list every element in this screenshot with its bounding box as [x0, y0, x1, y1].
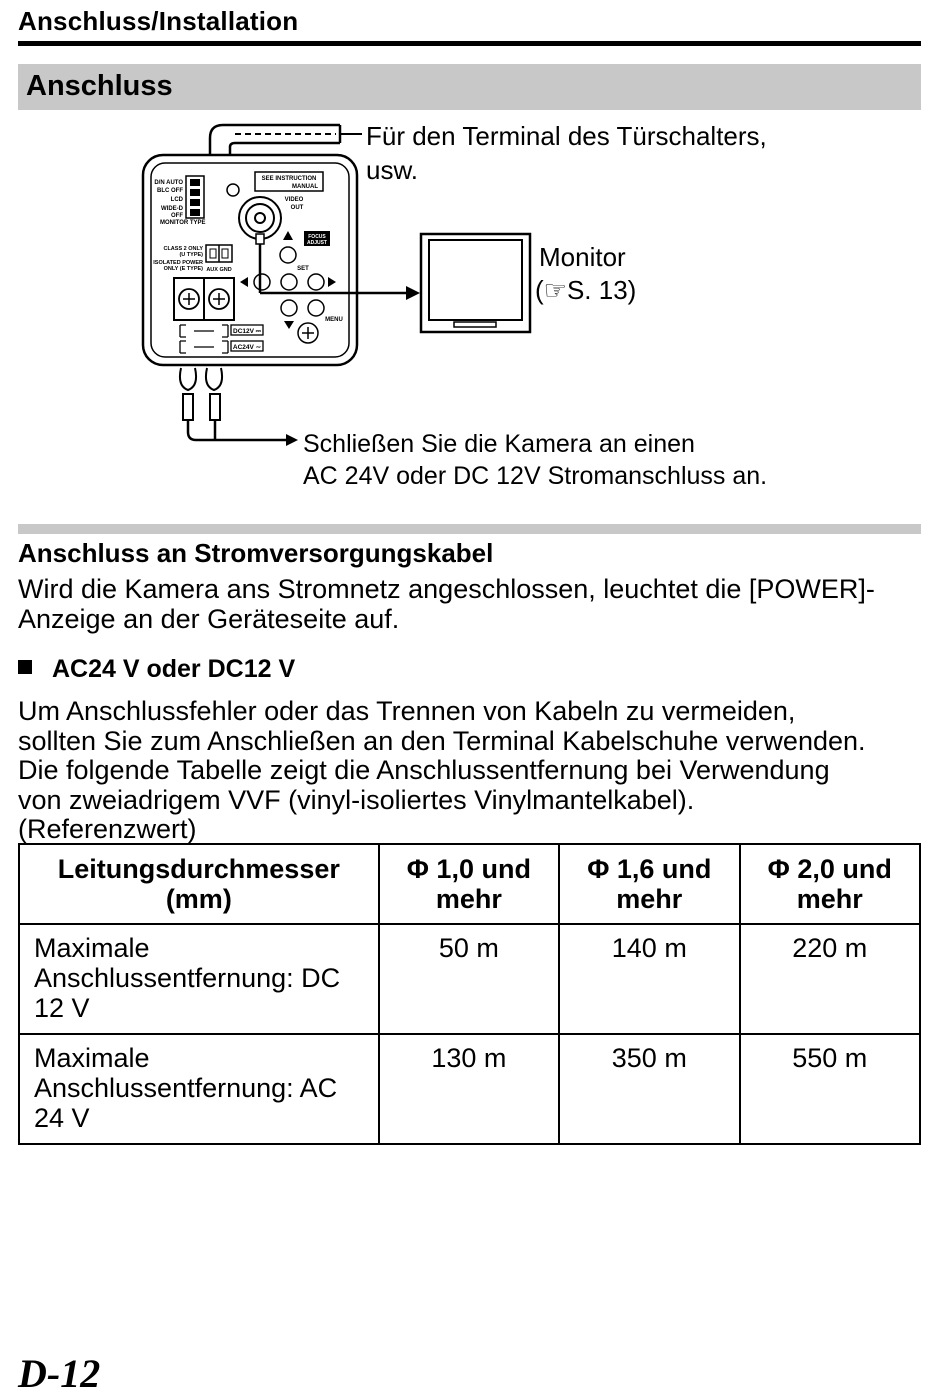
- power-terminal-block: [174, 278, 234, 320]
- ac-section-heading: [18, 655, 295, 684]
- class2-label-2: (U TYPE): [179, 252, 203, 258]
- distance-table: [18, 843, 921, 1145]
- switch-label-off: OFF: [171, 213, 183, 219]
- camera-back-panel: [143, 155, 357, 365]
- heading-bar: [18, 64, 921, 110]
- see-manual-label-2: MANUAL: [292, 184, 318, 190]
- heading-title: Anschluss: [26, 70, 173, 102]
- row-label-ac: Maximale Anschlussentfernung: AC 24 V: [19, 1034, 379, 1144]
- power-cable: [180, 368, 290, 440]
- right-button-icon: [308, 274, 324, 290]
- switch-label-dn: D/N AUTO: [154, 180, 183, 186]
- down-button-icon: [281, 300, 297, 316]
- top-rule: [18, 41, 921, 46]
- section-title: Anschluss/Installation: [18, 6, 299, 36]
- header-1-0: Φ 1,0 und mehr: [379, 844, 559, 924]
- monitor-type-label: MONITOR TYPE: [160, 220, 206, 226]
- header-1-6: Φ 1,6 und mehr: [559, 844, 739, 924]
- power-section-text-2: Anzeige an der Geräteseite auf.: [18, 604, 400, 634]
- focus-label-2: ADJUST: [306, 240, 328, 246]
- ac-text-1: Um Anschlussfehler oder das Trennen von Kabeln zu vermeiden,: [18, 696, 796, 726]
- video-label-1: VIDEO: [284, 197, 304, 203]
- ac-text-3: Die folgende Tabelle zeigt die Anschlussentfernung bei Verwendung: [18, 755, 830, 785]
- connection-diagram: [0, 110, 950, 510]
- section-divider: [18, 524, 921, 534]
- power-label-1: Schließen Sie die Kamera an einen: [303, 430, 695, 458]
- table-row: [19, 1034, 920, 1144]
- power-section-title: Anschluss an Stromversorgungskabel: [18, 538, 494, 568]
- class2-label-4: ONLY (E TYPE): [163, 266, 203, 272]
- focus-label-1: FOCUS: [308, 234, 326, 240]
- switch-label-lcd: LCD: [170, 197, 183, 203]
- see-manual-label-1: SEE INSTRUCTION: [261, 176, 317, 182]
- menu-label: MENU: [325, 317, 343, 323]
- switch-label-blc: BLC OFF: [157, 188, 183, 194]
- aux-gnd-label: AUX GND: [206, 267, 232, 273]
- set-button-icon: [281, 274, 297, 290]
- ac-text-4: von zweiadrigem VVF (vinyl-isoliertes Vinylmantelkabel).: [18, 785, 695, 815]
- class2-label-3: ISOLATED POWER: [153, 260, 203, 266]
- table-header-row: [19, 844, 920, 924]
- menu-button-icon: [308, 300, 324, 316]
- monitor-label: Monitor: [539, 242, 626, 272]
- dc12v-label: DC12V ⎓: [233, 328, 261, 335]
- page-number: D-12: [18, 1351, 101, 1396]
- monitor-arrow-icon: [406, 286, 420, 300]
- video-label-2: OUT: [290, 205, 304, 211]
- header-2-0: Φ 2,0 und mehr: [740, 844, 920, 924]
- panel-screw: [227, 184, 239, 196]
- ac-text-5: (Referenzwert): [18, 814, 197, 844]
- table-row: [19, 924, 920, 1034]
- monitor-icon: [421, 234, 530, 332]
- monitor-page-ref: (☞S. 13): [535, 275, 637, 305]
- door-switch-label-2: usw.: [366, 155, 419, 185]
- row-label-dc: Maximale Anschlussentfernung: DC 12 V: [19, 924, 379, 1034]
- ac24v-label: AC24V ∼: [232, 344, 262, 351]
- set-label: SET: [297, 266, 309, 272]
- cell-ac-1-6: 350 m: [559, 1034, 739, 1144]
- ac-section-title: AC24 V oder DC12 V: [52, 655, 296, 683]
- power-section-text-1: Wird die Kamera ans Stromnetz angeschlossen, leuchtet die [POWER]-: [18, 574, 875, 604]
- cell-dc-1-0: 50 m: [379, 924, 559, 1034]
- square-bullet-icon: [18, 660, 32, 674]
- cell-ac-2-0: 550 m: [740, 1034, 920, 1144]
- switch-label-wide: WIDE-D: [161, 206, 183, 212]
- ac-text-2: sollten Sie zum Anschließen an den Terminal Kabelschuhe verwenden.: [18, 726, 866, 756]
- cell-ac-1-0: 130 m: [379, 1034, 559, 1144]
- power-arrow-icon: [286, 434, 298, 446]
- header-diameter: Leitungsdurchmesser (mm): [19, 844, 379, 924]
- up-button-icon: [280, 247, 296, 263]
- cell-dc-2-0: 220 m: [740, 924, 920, 1034]
- left-button-icon: [254, 274, 270, 290]
- door-switch-label-1: Für den Terminal des Türschalters,: [366, 121, 767, 151]
- class2-label-1: CLASS 2 ONLY: [163, 246, 203, 252]
- power-label-2: AC 24V oder DC 12V Stromanschluss an.: [303, 462, 768, 490]
- cell-dc-1-6: 140 m: [559, 924, 739, 1034]
